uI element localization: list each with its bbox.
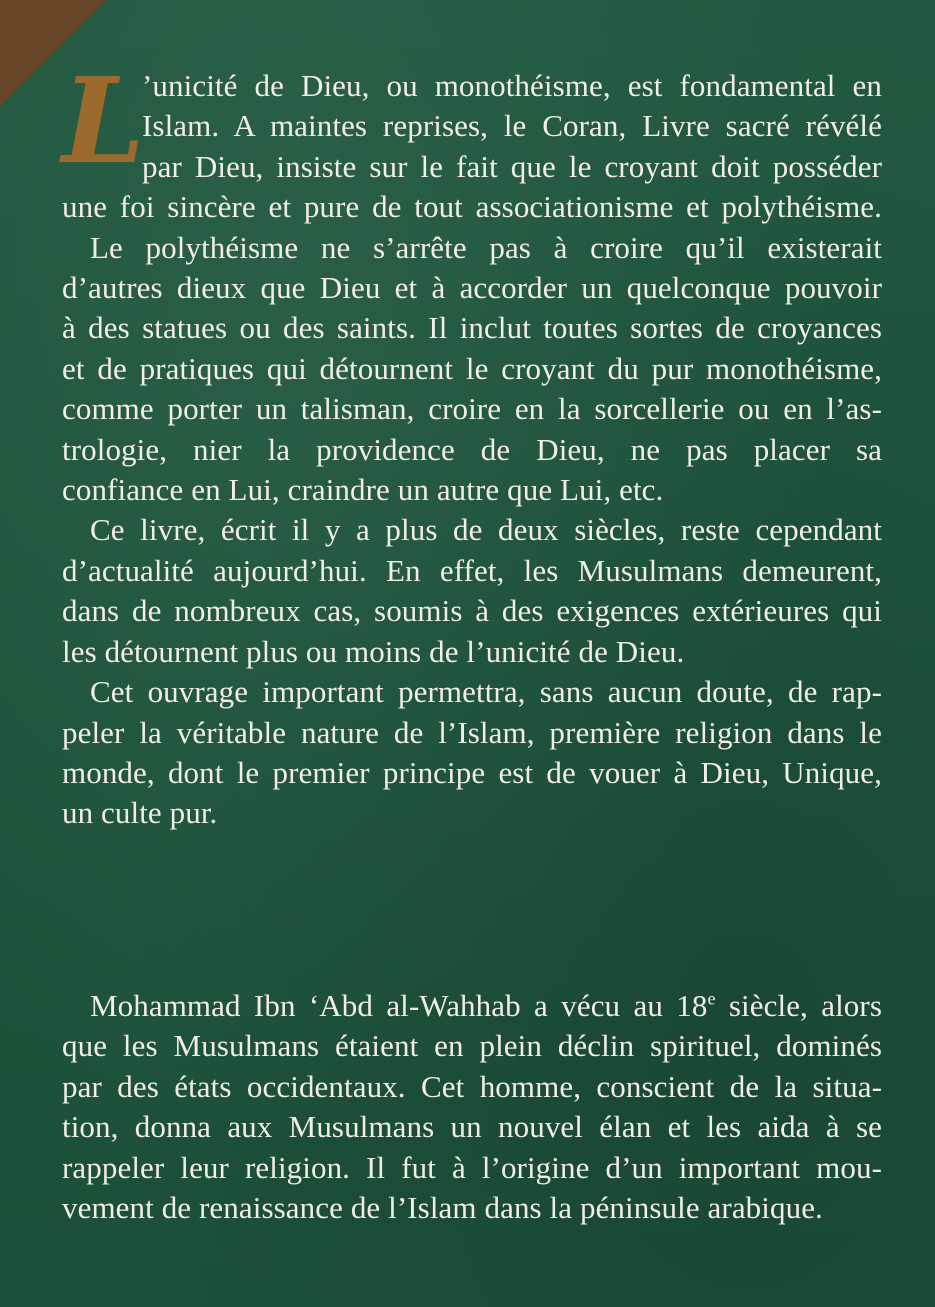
text-line: monde, dont le premier principe est de vouer à Dieu, Unique, xyxy=(62,754,882,790)
text-line: vement de renaissance de l’Islam dans la péninsule arabique. xyxy=(62,1190,823,1226)
text-line: Islam. A maintes reprises, le Coran, Livre sacré révélé xyxy=(142,108,882,144)
bio-text-end: siècle, alors xyxy=(715,988,882,1023)
text-line: par des états occidentaux. Cet homme, conscient de la situa- xyxy=(62,1068,882,1104)
superscript: e xyxy=(707,988,716,1009)
text-line: une foi sincère et pure de tout associationisme et polythéisme. xyxy=(62,189,882,225)
text-line: ’unicité de Dieu, ou monothéisme, est fondamental en xyxy=(142,68,882,103)
bio-text-start: Mohammad Ibn ‘Abd al-Wahhab a vécu au 18 xyxy=(90,988,708,1023)
text-line: par Dieu, insiste sur le fait que le croyant doit posséder xyxy=(142,148,882,184)
text-line: peler la véritable nature de l’Islam, première religion dans le xyxy=(62,714,882,750)
text-line: trologie, nier la providence de Dieu, ne pas placer sa xyxy=(62,431,882,467)
text-line: Le polythéisme ne s’arrête pas à croire qu’il existerait xyxy=(90,229,882,265)
text-line: et de pratiques qui détournent le croyant du pur monothéisme, xyxy=(62,350,882,386)
text-line: tion, donna aux Musulmans un nouvel élan et les aida à se xyxy=(62,1109,882,1145)
paragraph-intro xyxy=(62,66,882,228)
text-line: que les Musulmans étaient en plein déclin spirituel, dominés xyxy=(62,1028,882,1064)
paragraph-conclusion xyxy=(62,672,882,834)
text-line: dans de nombreux cas, soumis à des exigences extérieures qui xyxy=(62,593,882,629)
drop-cap: L xyxy=(62,51,145,190)
text-line: confiance en Lui, craindre un autre que Lui, etc. xyxy=(62,472,664,508)
paragraph-relevance xyxy=(62,510,882,672)
text-line: les détournent plus ou moins de l’unicité de Dieu. xyxy=(62,633,685,669)
text-line xyxy=(62,986,882,1026)
text-line: Ce livre, écrit il y a plus de deux siècles, reste cependant xyxy=(90,512,882,548)
text-line: d’actualité aujourd’hui. En effet, les Musulmans demeurent, xyxy=(62,552,882,588)
paragraph-polytheism xyxy=(62,228,882,511)
text-line: Cet ouvrage important permettra, sans aucun doute, de rap- xyxy=(90,674,882,710)
text-line: d’autres dieux que Dieu et à accorder un quelconque pouvoir xyxy=(62,270,882,306)
text-line: rappeler leur religion. Il fut à l’origine d’un important mou- xyxy=(62,1149,882,1185)
text-line: comme porter un talisman, croire en la sorcellerie ou en l’as- xyxy=(62,391,882,427)
author-bio xyxy=(62,986,882,1228)
text-line: à des statues ou des saints. Il inclut toutes sortes de croyances xyxy=(62,310,882,346)
text-line: un culte pur. xyxy=(62,795,218,831)
description-block xyxy=(62,51,882,834)
